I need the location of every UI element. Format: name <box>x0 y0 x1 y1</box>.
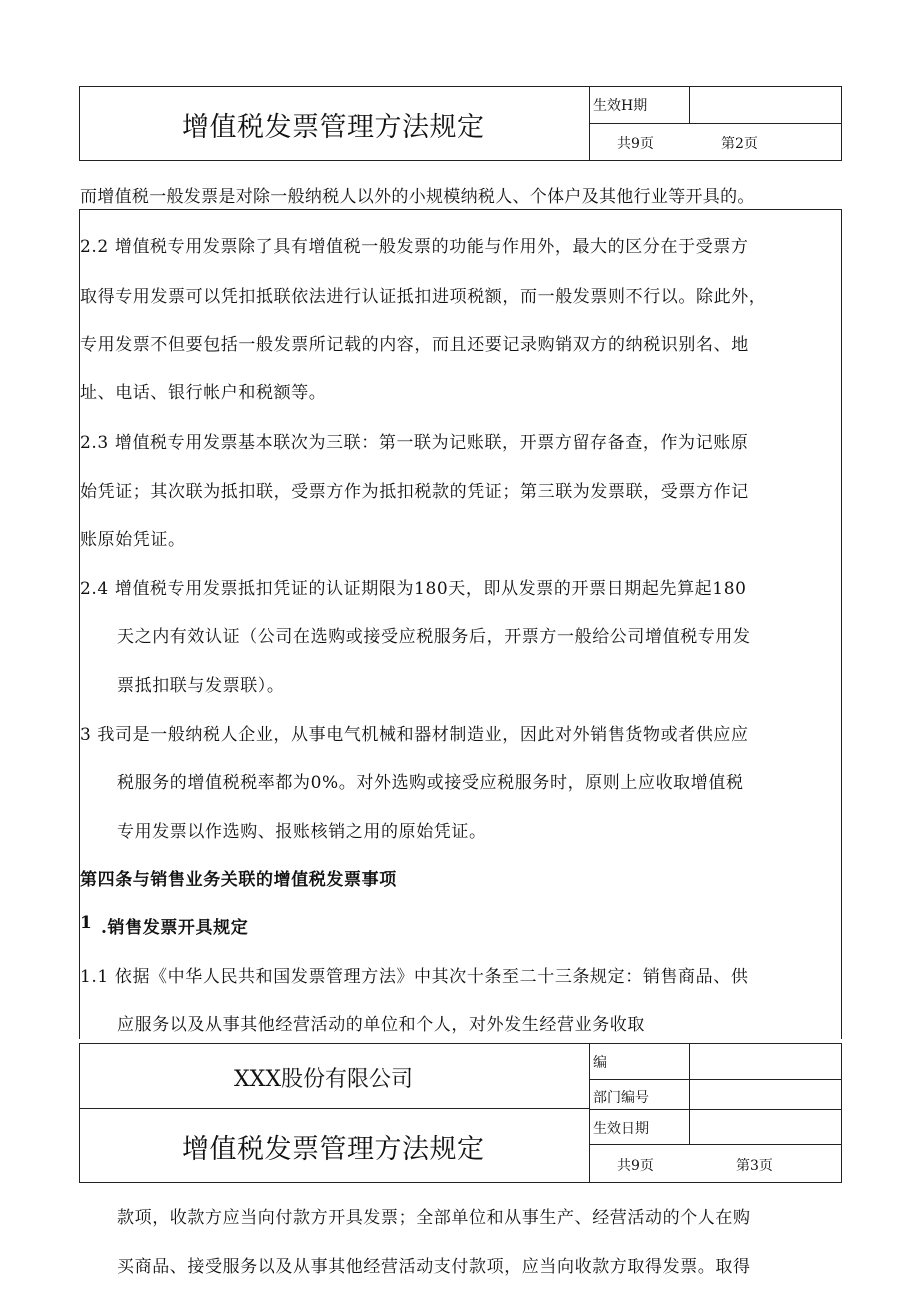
total-pages: 共9页 <box>617 136 654 152</box>
paragraph-line: 3 我司是一般纳税人企业，从事电气机械和器材制造业，因此对外销售货物或者供应应 <box>80 725 749 745</box>
document-title: 增值税发票管理方法规定 <box>182 1134 485 1165</box>
effective-date-label: 生效H期 <box>593 98 648 114</box>
label-bian: 编 <box>593 1055 607 1071</box>
paragraph-line: 款项，收款方应当向付款方开具发票；全部单位和从事生产、经营活动的个人在购 <box>117 1208 751 1228</box>
sub-heading-number: 1 <box>80 913 93 933</box>
paragraph-line: 2.4 增值税专用发票抵扣凭证的认证期限为180天，即从发票的开票日期起先算起180 <box>80 579 747 599</box>
paragraph-line: 票抵扣联与发票联）。 <box>117 676 285 696</box>
document-title: 增值税发票管理方法规定 <box>182 112 485 143</box>
paragraph-line: 税服务的增值税税率都为0%。对外选购或接受应税服务时，原则上应收取增值税 <box>117 773 744 793</box>
lead-paragraph: 而增值税一般发票是对除一般纳税人以外的小规模纳税人、个体户及其他行业等开具的。 <box>80 187 755 207</box>
page-number: 第2页 <box>721 136 758 152</box>
paragraph-line: 账原始凭证。 <box>80 530 186 550</box>
paragraph-line: 2.2 增值税专用发票除了具有增值税一般发票的功能与作用外，最大的区分在于受票方 <box>80 237 749 257</box>
dept-number-label: 部门编号 <box>593 1090 649 1106</box>
company-name: XXX股份有限公司 <box>234 1067 413 1092</box>
article-4-heading: 第四条与销售业务关联的增值税发票事项 <box>80 870 397 890</box>
paragraph-line: 址、电话、银行帐户和税额等。 <box>80 383 327 403</box>
paragraph-line: 始凭证；其次联为抵扣联，受票方作为抵扣税款的凭证；第三联为发票联，受票方作记 <box>80 482 749 502</box>
paragraph-line: 天之内有效认证（公司在选购或接受应税服务后，开票方一般给公司增值税专用发 <box>117 627 751 647</box>
effective-date-label: 生效日期 <box>593 1121 649 1137</box>
paragraph-line: 买商品、接受服务以及从事其他经营活动支付款项，应当向收款方取得发票。取得 <box>117 1257 751 1277</box>
page-number: 第3页 <box>736 1158 773 1174</box>
paragraph-line: 取得专用发票可以凭扣抵联依法进行认证抵扣进项税额，而一般发票则不行以。除此外， <box>80 287 767 307</box>
paragraph-line: 专用发票以作选购、报账核销之用的原始凭证。 <box>117 822 487 842</box>
sub-heading-text: .销售发票开具规定 <box>101 918 249 938</box>
paragraph-line: 专用发票不但要包括一般发票所记载的内容，而且还要记录购销双方的纳税识别名、地 <box>80 335 749 355</box>
paragraph-line: 应服务以及从事其他经营活动的单位和个人，对外发生经营业务收取 <box>117 1015 645 1035</box>
paragraph-line: 2.3 增值税专用发票基本联次为三联：第一联为记账联，开票方留存备查，作为记账原 <box>80 433 749 453</box>
total-pages: 共9页 <box>617 1158 654 1174</box>
paragraph-line: 1.1 依据《中华人民共和国发票管理方法》中其次十条至二十三条规定：销售商品、供 <box>80 967 749 987</box>
